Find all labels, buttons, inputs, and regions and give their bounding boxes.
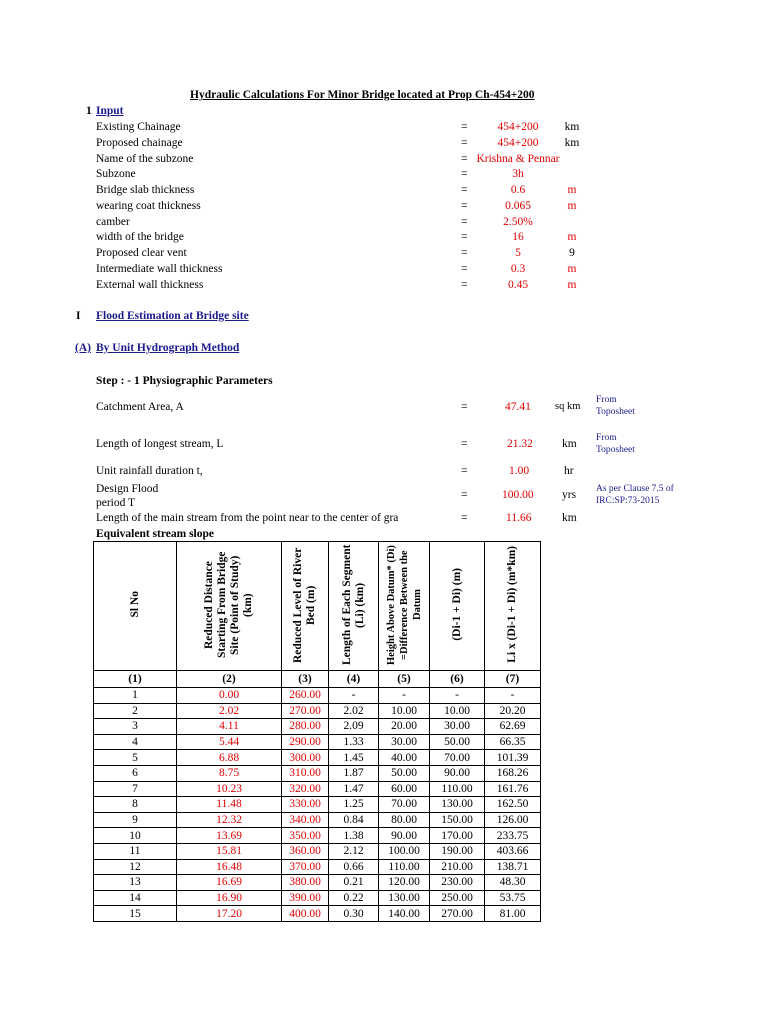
- table-cell: -: [379, 688, 430, 704]
- table-row: [94, 703, 541, 719]
- col-header-sum-d: (Di-1 + Di) (m): [430, 542, 485, 671]
- param-note: As per Clause 7.5 of IRC:SP:73-2015: [596, 484, 674, 506]
- table-cell: 126.00: [485, 812, 541, 828]
- table-cell: 170.00: [430, 828, 485, 844]
- col-header-slno: Sl No: [94, 542, 177, 671]
- param-value: 100.00: [502, 489, 534, 501]
- param-label: Design Flood period T: [96, 483, 159, 509]
- table-cell: 1.47: [329, 781, 379, 797]
- input-eq: =: [461, 279, 468, 291]
- table-cell: 161.76: [485, 781, 541, 797]
- table-cell: 11: [94, 843, 177, 859]
- table-cell: 4: [94, 734, 177, 750]
- input-value: 0.45: [507, 279, 529, 291]
- input-value: 2.50%: [503, 216, 533, 228]
- input-label: Proposed chainage: [96, 137, 183, 149]
- input-eq: =: [461, 263, 468, 275]
- table-row: [94, 906, 541, 922]
- table-cell: 1.25: [329, 797, 379, 813]
- param-unit: sq km: [555, 401, 581, 412]
- param-label: Catchment Area, A: [96, 401, 184, 413]
- table-cell: 7: [94, 781, 177, 797]
- input-unit: km: [564, 137, 580, 149]
- table-cell: 370.00: [282, 859, 329, 875]
- table-cell: 6.88: [177, 750, 282, 766]
- input-label: Intermediate wall thickness: [96, 263, 223, 275]
- col-number: (6): [430, 671, 485, 688]
- table-cell: 1: [94, 688, 177, 704]
- table-cell: 0.00: [177, 688, 282, 704]
- input-label: External wall thickness: [96, 279, 204, 291]
- table-cell: 4.11: [177, 719, 282, 735]
- input-value: 16: [512, 231, 524, 243]
- table-cell: 10.23: [177, 781, 282, 797]
- table-cell: 320.00: [282, 781, 329, 797]
- table-cell: 360.00: [282, 843, 329, 859]
- table-cell: 5: [94, 750, 177, 766]
- table-cell: 120.00: [379, 875, 430, 891]
- input-eq: =: [461, 137, 468, 149]
- table-cell: 5.44: [177, 734, 282, 750]
- table-cell: 403.66: [485, 843, 541, 859]
- input-value: 3h: [512, 168, 524, 180]
- table-cell: -: [430, 688, 485, 704]
- param-unit: yrs: [562, 489, 577, 501]
- section-i-heading: Flood Estimation at Bridge site: [96, 310, 249, 322]
- table-cell: 12.32: [177, 812, 282, 828]
- input-label: width of the bridge: [96, 231, 184, 243]
- table-cell: 15.81: [177, 843, 282, 859]
- table-cell: 210.00: [430, 859, 485, 875]
- table-cell: 6: [94, 765, 177, 781]
- table-cell: 50.00: [379, 765, 430, 781]
- param-eq: =: [461, 512, 468, 524]
- table-cell: 380.00: [282, 875, 329, 891]
- col-header-reduced-level: Reduced Level of River Bed (m): [282, 542, 329, 671]
- param-eq: =: [461, 401, 468, 413]
- table-cell: 30.00: [430, 719, 485, 735]
- table-cell: 270.00: [282, 703, 329, 719]
- table-cell: -: [329, 688, 379, 704]
- input-label: Proposed clear vent: [96, 247, 187, 259]
- table-cell: 340.00: [282, 812, 329, 828]
- param-value: 47.41: [505, 401, 531, 413]
- table-cell: 130.00: [379, 890, 430, 906]
- table-cell: 3: [94, 719, 177, 735]
- step-1-heading: Step : - 1 Physiographic Parameters: [96, 375, 273, 387]
- table-row: [94, 688, 541, 704]
- table-cell: 150.00: [430, 812, 485, 828]
- table-cell: 330.00: [282, 797, 329, 813]
- input-value: 0.6: [510, 184, 526, 196]
- input-unit: m: [567, 184, 577, 196]
- input-label: camber: [96, 216, 130, 228]
- input-label: Subzone: [96, 168, 136, 180]
- table-row: [94, 843, 541, 859]
- table-cell: 90.00: [430, 765, 485, 781]
- table-cell: 8: [94, 797, 177, 813]
- table-cell: 300.00: [282, 750, 329, 766]
- input-eq: =: [461, 231, 468, 243]
- param-eq: =: [461, 489, 468, 501]
- param-note: From Toposheet: [596, 433, 635, 455]
- table-cell: 110.00: [379, 859, 430, 875]
- table-cell: 1.45: [329, 750, 379, 766]
- table-cell: 81.00: [485, 906, 541, 922]
- param-eq: =: [461, 465, 468, 477]
- col-header-height-above-datum: Height Above Datum* (Di) =Difference Between the Datum: [379, 542, 430, 671]
- input-eq: =: [461, 184, 468, 196]
- table-cell: 70.00: [379, 797, 430, 813]
- input-unit: m: [567, 231, 577, 243]
- table-cell: 310.00: [282, 765, 329, 781]
- table-row: [94, 890, 541, 906]
- table-cell: 350.00: [282, 828, 329, 844]
- table-cell: 233.75: [485, 828, 541, 844]
- section-a-heading: By Unit Hydrograph Method: [96, 342, 240, 354]
- table-row: [94, 719, 541, 735]
- table-cell: 16.90: [177, 890, 282, 906]
- table-cell: 10.00: [379, 703, 430, 719]
- col-number: (5): [379, 671, 430, 688]
- table-cell: 10.00: [430, 703, 485, 719]
- input-eq: =: [461, 168, 468, 180]
- table-row: [94, 734, 541, 750]
- table-cell: 70.00: [430, 750, 485, 766]
- input-label: Existing Chainage: [96, 121, 181, 133]
- table-row: [94, 859, 541, 875]
- input-eq: =: [461, 121, 468, 133]
- table-cell: 1.33: [329, 734, 379, 750]
- table-cell: 9: [94, 812, 177, 828]
- input-eq: =: [461, 216, 468, 228]
- table-cell: 110.00: [430, 781, 485, 797]
- input-unit: 9: [569, 247, 575, 259]
- table-cell: 0.84: [329, 812, 379, 828]
- table-cell: 250.00: [430, 890, 485, 906]
- table-cell: 260.00: [282, 688, 329, 704]
- col-header-reduced-distance: Reduced Distance Starting From Bridge Site (Point of Study) (km): [177, 542, 282, 671]
- table-cell: 15: [94, 906, 177, 922]
- table-cell: 53.75: [485, 890, 541, 906]
- stream-slope-table: [93, 541, 541, 922]
- table-cell: 66.35: [485, 734, 541, 750]
- table-cell: 162.50: [485, 797, 541, 813]
- col-number: (2): [177, 671, 282, 688]
- col-number: (3): [282, 671, 329, 688]
- col-number: (1): [94, 671, 177, 688]
- table-cell: 11.48: [177, 797, 282, 813]
- table-cell: 50.00: [430, 734, 485, 750]
- param-note: From Toposheet: [596, 395, 635, 417]
- param-unit: km: [562, 438, 577, 450]
- table-cell: 140.00: [379, 906, 430, 922]
- table-cell: 0.30: [329, 906, 379, 922]
- input-value: Krishna & Pennar: [476, 153, 560, 165]
- input-value: 0.065: [505, 200, 531, 212]
- param-unit: hr: [564, 465, 574, 477]
- table-cell: 16.69: [177, 875, 282, 891]
- table-cell: 390.00: [282, 890, 329, 906]
- input-value: 454+200: [497, 137, 539, 149]
- input-heading: Input: [96, 105, 124, 117]
- table-cell: 138.71: [485, 859, 541, 875]
- table-cell: 400.00: [282, 906, 329, 922]
- col-header-segment-length: Length of Each Segment (Li) (km): [329, 542, 379, 671]
- page-title: Hydraulic Calculations For Minor Bridge located at Prop Ch-454+200: [190, 89, 535, 101]
- table-cell: 40.00: [379, 750, 430, 766]
- table-row: [94, 875, 541, 891]
- table-cell: 10: [94, 828, 177, 844]
- table-cell: 0.21: [329, 875, 379, 891]
- table-cell: 14: [94, 890, 177, 906]
- table-cell: 16.48: [177, 859, 282, 875]
- section-a-number: (A): [75, 342, 91, 354]
- table-cell: 2.12: [329, 843, 379, 859]
- input-unit: m: [567, 263, 577, 275]
- table-cell: 280.00: [282, 719, 329, 735]
- col-number: (7): [485, 671, 541, 688]
- param-unit: km: [562, 512, 577, 524]
- table-row: [94, 781, 541, 797]
- input-value: 5: [515, 247, 521, 259]
- input-value: 454+200: [497, 121, 539, 133]
- table-row: [94, 765, 541, 781]
- table-cell: 30.00: [379, 734, 430, 750]
- col-header-product: Li x (Di-1 + Di) (m*km): [485, 542, 541, 671]
- param-label: Length of the main stream from the point near to the center of gra: [96, 512, 399, 524]
- table-cell: -: [485, 688, 541, 704]
- table-cell: 20.20: [485, 703, 541, 719]
- slope-heading: Equivalent stream slope: [96, 528, 214, 540]
- input-label: Bridge slab thickness: [96, 184, 195, 196]
- table-row: [94, 797, 541, 813]
- table-cell: 62.69: [485, 719, 541, 735]
- input-value: 0.3: [510, 263, 526, 275]
- table-cell: 20.00: [379, 719, 430, 735]
- table-cell: 60.00: [379, 781, 430, 797]
- table-cell: 0.66: [329, 859, 379, 875]
- table-cell: 2: [94, 703, 177, 719]
- table-cell: 2.09: [329, 719, 379, 735]
- input-unit: m: [567, 279, 577, 291]
- table-cell: 8.75: [177, 765, 282, 781]
- table-cell: 2.02: [329, 703, 379, 719]
- input-unit: km: [564, 121, 580, 133]
- input-label: Name of the subzone: [96, 153, 194, 165]
- table-cell: 100.00: [379, 843, 430, 859]
- section-i-number: I: [76, 310, 81, 322]
- table-cell: 2.02: [177, 703, 282, 719]
- table-row: [94, 750, 541, 766]
- table-cell: 12: [94, 859, 177, 875]
- input-eq: =: [461, 200, 468, 212]
- table-cell: 290.00: [282, 734, 329, 750]
- table-row: [94, 828, 541, 844]
- param-label: Length of longest stream, L: [96, 438, 224, 450]
- table-cell: 230.00: [430, 875, 485, 891]
- table-cell: 168.26: [485, 765, 541, 781]
- table-cell: 130.00: [430, 797, 485, 813]
- table-cell: 80.00: [379, 812, 430, 828]
- input-eq: =: [461, 247, 468, 259]
- table-cell: 13.69: [177, 828, 282, 844]
- table-cell: 190.00: [430, 843, 485, 859]
- input-unit: m: [567, 200, 577, 212]
- table-cell: 17.20: [177, 906, 282, 922]
- table-cell: 0.22: [329, 890, 379, 906]
- param-label: Unit rainfall duration t,: [96, 465, 203, 477]
- table-cell: 270.00: [430, 906, 485, 922]
- input-eq: =: [461, 153, 468, 165]
- table-cell: 90.00: [379, 828, 430, 844]
- param-value: 21.32: [507, 438, 533, 450]
- table-cell: 13: [94, 875, 177, 891]
- param-eq: =: [461, 438, 468, 450]
- table-cell: 48.30: [485, 875, 541, 891]
- param-value: 1.00: [509, 465, 530, 477]
- table-cell: 1.87: [329, 765, 379, 781]
- input-label: wearing coat thickness: [96, 200, 201, 212]
- input-number: 1: [86, 105, 92, 117]
- table-cell: 1.38: [329, 828, 379, 844]
- table-cell: 101.39: [485, 750, 541, 766]
- param-value: 11.66: [506, 512, 532, 524]
- table-row: [94, 812, 541, 828]
- col-number: (4): [329, 671, 379, 688]
